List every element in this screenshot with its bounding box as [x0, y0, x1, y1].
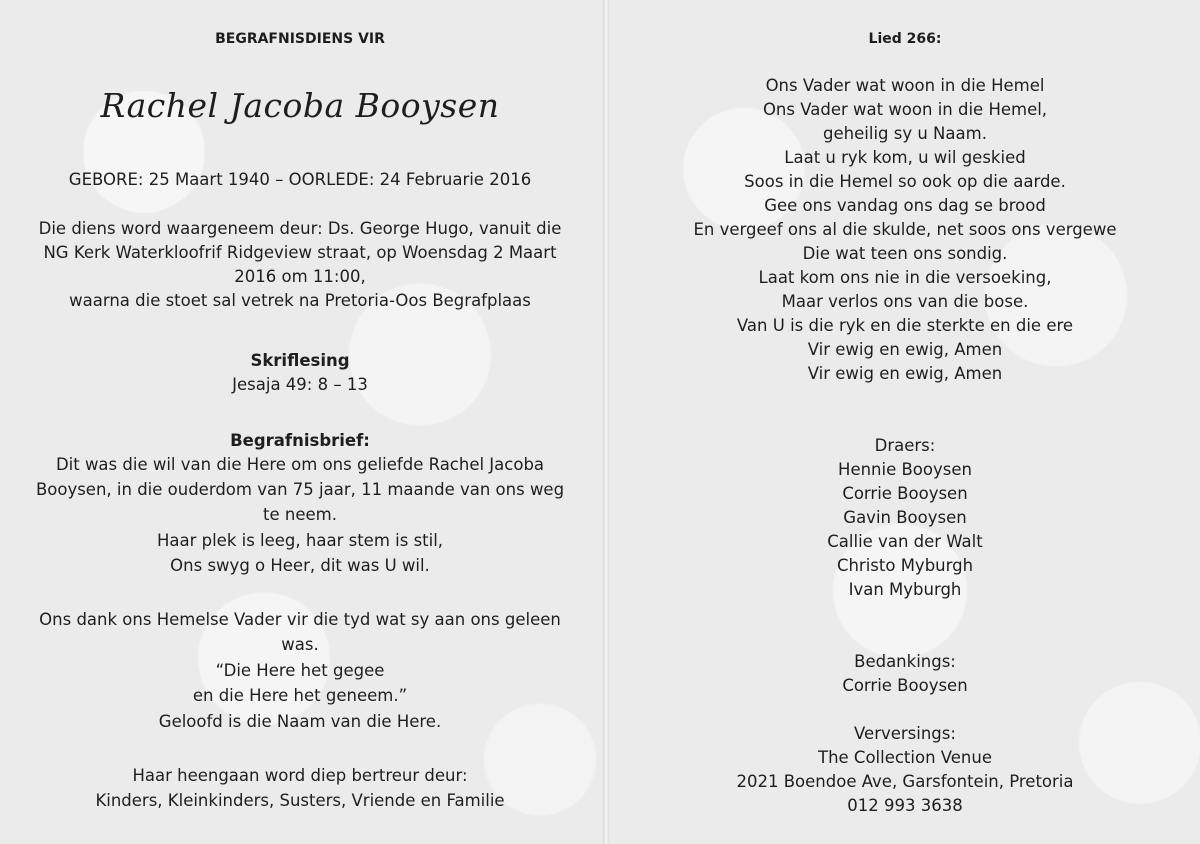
thanks-line: “Die Here het gegee [215, 661, 385, 680]
service-line: waarna die stoet sal vetrek na Pretoria-Oos Begrafplaas [69, 291, 531, 310]
bearer-name: Callie van der Walt [827, 532, 983, 551]
letter-line: Booysen, in die ouderdom van 75 jaar, 11 maande van ons weg [35, 480, 565, 499]
center-fold [603, 0, 609, 844]
hymn-line: Vir ewig en ewig, Amen [807, 340, 1003, 359]
hymn-title: Lied 266: [868, 31, 942, 47]
mourners-line: Haar heengaan word diep bertreur deur: [132, 766, 468, 785]
bearer-name: Corrie Booysen [842, 484, 968, 503]
reading-title: Skriflesing [250, 351, 350, 370]
right-page [610, 0, 1200, 844]
hymn-line: Laat u ryk kom, u wil geskied [784, 148, 1026, 167]
thanks-line: was. [281, 635, 319, 654]
hymn-line: Vir ewig en ewig, Amen [807, 364, 1003, 383]
thanks-line: Geloofd is die Naam van die Here. [158, 712, 442, 731]
bearers-title: Draers: [874, 436, 936, 455]
letter-title: Begrafnisbrief: [230, 431, 370, 450]
bearer-name: Christo Myburgh [836, 556, 974, 575]
program-heading: BEGRAFNISDIENS VIR [215, 31, 385, 47]
venue-name: The Collection Venue [817, 748, 992, 767]
bearer-name: Hennie Booysen [838, 460, 972, 479]
bearer-name: Gavin Booysen [843, 508, 967, 527]
venue-phone: 012 993 3638 [847, 796, 963, 815]
hymn-line: Van U is die ryk en die sterkte en die ere [736, 316, 1074, 335]
hymn-line: Die wat teen ons sondig. [802, 244, 1008, 263]
letter-line: Haar plek is leeg, haar stem is stil, [156, 531, 444, 550]
thanks-line: en die Here het geneem.” [192, 686, 408, 705]
mourners-line: Kinders, Kleinkinders, Susters, Vriende en Familie [95, 791, 505, 810]
venue-address: 2021 Boendoe Ave, Garsfontein, Pretoria [736, 772, 1074, 791]
hymn-line: En vergeef ons al die skulde, net soos ons vergewe [693, 220, 1117, 239]
thanks-title: Bedankings: [854, 652, 956, 671]
hymn-line: Ons Vader wat woon in die Hemel, [762, 100, 1048, 119]
thanks-name: Corrie Booysen [842, 676, 968, 695]
bearer-name: Ivan Myburgh [848, 580, 962, 599]
thanks-line: Ons dank ons Hemelse Vader vir die tyd wat sy aan ons geleen [39, 610, 561, 629]
reading-reference: Jesaja 49: 8 – 13 [232, 375, 368, 394]
letter-line: Dit was die wil van die Here om ons geliefde Rachel Jacoba [55, 455, 545, 474]
hymn-line: Maar verlos ons van die bose. [781, 292, 1029, 311]
letter-line: te neem. [263, 505, 337, 524]
service-line: 2016 om 11:00, [234, 267, 366, 286]
hymn-line: geheilig sy u Naam. [823, 124, 987, 143]
hymn-line: Ons Vader wat woon in die Hemel [765, 76, 1045, 95]
birth-death-dates: GEBORE: 25 Maart 1940 – OORLEDE: 24 Februarie 2016 [68, 170, 532, 189]
refreshments-title: Verversings: [854, 724, 956, 743]
service-line: NG Kerk Waterkloofrif Ridgeview straat, op Woensdag 2 Maart [43, 243, 557, 262]
hymn-line: Laat kom ons nie in die versoeking, [758, 268, 1052, 287]
hymn-line: Gee ons vandag ons dag se brood [764, 196, 1046, 215]
service-line: Die diens word waargeneem deur: Ds. George Hugo, vanuit die [38, 219, 562, 238]
hymn-line: Soos in die Hemel so ook op die aarde. [744, 172, 1066, 191]
deceased-name: Rachel Jacoba Booysen [100, 86, 500, 125]
letter-line: Ons swyg o Heer, dit was U wil. [170, 556, 430, 575]
